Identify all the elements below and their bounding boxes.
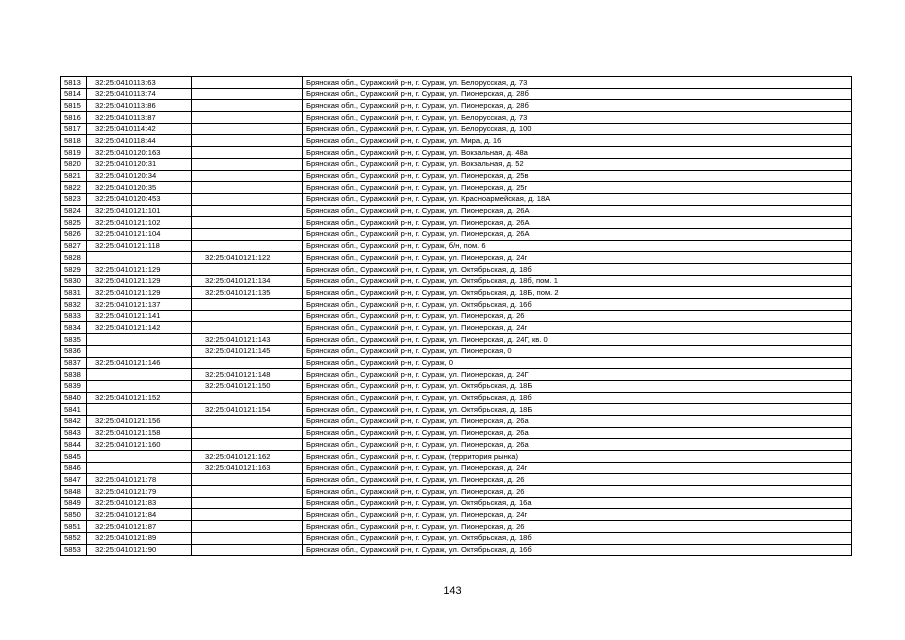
related-cadastral-number-cell: [192, 532, 303, 544]
row-number-cell: 5842: [61, 415, 87, 427]
address-cell: Брянская обл., Суражский р-н, г. Сураж, ул. Пионерская, д. 25в: [303, 170, 852, 182]
cadastral-number-cell: [87, 369, 192, 381]
related-cadastral-number-cell: [192, 100, 303, 112]
address-cell: Брянская обл., Суражский р-н, г. Сураж, ул. Октябрьская, д. 16б: [303, 544, 852, 556]
related-cadastral-number-cell: [192, 123, 303, 135]
cadastral-number-cell: 32:25:0410121:160: [87, 439, 192, 451]
cadastral-number-cell: 32:25:0410121:129: [87, 275, 192, 287]
cadastral-number-cell: 32:25:0410121:129: [87, 287, 192, 299]
address-cell: Брянская обл., Суражский р-н, г. Сураж, ул. Вокзальная, д. 52: [303, 158, 852, 170]
related-cadastral-number-cell: [192, 415, 303, 427]
related-cadastral-number-cell: 32:25:0410121:148: [192, 369, 303, 381]
row-number-cell: 5814: [61, 88, 87, 100]
related-cadastral-number-cell: [192, 182, 303, 194]
row-number-cell: 5818: [61, 135, 87, 147]
address-cell: Брянская обл., Суражский р-н, г. Сураж, б/н, пом. 6: [303, 240, 852, 252]
cadastral-number-cell: 32:25:0410121:152: [87, 392, 192, 404]
cadastral-number-cell: 32:25:0410121:87: [87, 521, 192, 533]
row-number-cell: 5834: [61, 322, 87, 334]
related-cadastral-number-cell: [192, 193, 303, 205]
address-cell: Брянская обл., Суражский р-н, г. Сураж, ул. Пионерская, д. 26а: [303, 427, 852, 439]
address-cell: Брянская обл., Суражский р-н, г. Сураж, ул. Пионерская, 0: [303, 345, 852, 357]
cadastral-number-cell: 32:25:0410114:42: [87, 123, 192, 135]
row-number-cell: 5822: [61, 182, 87, 194]
address-cell: Брянская обл., Суражский р-н, г. Сураж, ул. Октябрьская, д. 18б: [303, 264, 852, 276]
table-row: [61, 100, 852, 112]
row-number-cell: 5853: [61, 544, 87, 556]
address-cell: Брянская обл., Суражский р-н, г. Сураж, ул. Пионерская, д. 26: [303, 521, 852, 533]
address-cell: Брянская обл., Суражский р-н, г. Сураж, ул. Октябрьская, д. 16а: [303, 497, 852, 509]
table-row: [61, 404, 852, 416]
related-cadastral-number-cell: [192, 88, 303, 100]
address-cell: Брянская обл., Суражский р-н, г. Сураж, ул. Красноармейская, д. 18А: [303, 193, 852, 205]
related-cadastral-number-cell: [192, 439, 303, 451]
cadastral-number-cell: 32:25:0410121:84: [87, 509, 192, 521]
table-row: [61, 462, 852, 474]
row-number-cell: 5826: [61, 228, 87, 240]
related-cadastral-number-cell: [192, 228, 303, 240]
cadastral-number-cell: 32:25:0410120:31: [87, 158, 192, 170]
table-row: [61, 264, 852, 276]
cadastral-number-cell: [87, 404, 192, 416]
address-cell: Брянская обл., Суражский р-н, г. Сураж, ул. Вокзальная, д. 48а: [303, 147, 852, 159]
table-row: [61, 357, 852, 369]
row-number-cell: 5827: [61, 240, 87, 252]
address-cell: Брянская обл., Суражский р-н, г. Сураж, ул. Пионерская, д. 28б: [303, 88, 852, 100]
row-number-cell: 5831: [61, 287, 87, 299]
table-row: [61, 345, 852, 357]
table-row: [61, 88, 852, 100]
cadastral-number-cell: 32:25:0410121:78: [87, 474, 192, 486]
related-cadastral-number-cell: [192, 357, 303, 369]
cadastral-number-cell: 32:25:0410121:90: [87, 544, 192, 556]
address-cell: Брянская обл., Суражский р-н, г. Сураж, ул. Пионерская, д. 24г: [303, 252, 852, 264]
cadastral-number-cell: 32:25:0410121:137: [87, 299, 192, 311]
cadastral-number-cell: 32:25:0410120:35: [87, 182, 192, 194]
table-row: [61, 451, 852, 463]
cadastral-number-cell: 32:25:0410121:158: [87, 427, 192, 439]
row-number-cell: 5813: [61, 77, 87, 89]
row-number-cell: 5824: [61, 205, 87, 217]
row-number-cell: 5815: [61, 100, 87, 112]
related-cadastral-number-cell: [192, 77, 303, 89]
row-number-cell: 5843: [61, 427, 87, 439]
row-number-cell: 5836: [61, 345, 87, 357]
row-number-cell: 5850: [61, 509, 87, 521]
address-cell: Брянская обл., Суражский р-н, г. Сураж, ул. Пионерская, д. 26: [303, 310, 852, 322]
address-cell: Брянская обл., Суражский р-н, г. Сураж, ул. Мира, д. 16: [303, 135, 852, 147]
cadastral-number-cell: 32:25:0410121:129: [87, 264, 192, 276]
related-cadastral-number-cell: [192, 544, 303, 556]
address-cell: Брянская обл., Суражский р-н, г. Сураж, 0: [303, 357, 852, 369]
table-row: [61, 544, 852, 556]
cadastral-number-cell: 32:25:0410120:163: [87, 147, 192, 159]
address-cell: Брянская обл., Суражский р-н, г. Сураж, ул. Белорусская, д. 73: [303, 112, 852, 124]
cadastral-number-cell: 32:25:0410121:102: [87, 217, 192, 229]
address-cell: Брянская обл., Суражский р-н, г. Сураж, ул. Пионерская, д. 24Г, кв. 0: [303, 334, 852, 346]
row-number-cell: 5823: [61, 193, 87, 205]
related-cadastral-number-cell: [192, 427, 303, 439]
cadastral-number-cell: 32:25:0410118:44: [87, 135, 192, 147]
row-number-cell: 5851: [61, 521, 87, 533]
cadastral-number-cell: 32:25:0410113:63: [87, 77, 192, 89]
related-cadastral-number-cell: [192, 497, 303, 509]
cadastral-number-cell: 32:25:0410113:87: [87, 112, 192, 124]
row-number-cell: 5825: [61, 217, 87, 229]
address-cell: Брянская обл., Суражский р-н, г. Сураж, ул. Октябрьская, д. 18б: [303, 392, 852, 404]
cadastral-number-cell: 32:25:0410121:89: [87, 532, 192, 544]
related-cadastral-number-cell: [192, 147, 303, 159]
row-number-cell: 5835: [61, 334, 87, 346]
related-cadastral-number-cell: 32:25:0410121:135: [192, 287, 303, 299]
row-number-cell: 5820: [61, 158, 87, 170]
row-number-cell: 5819: [61, 147, 87, 159]
row-number-cell: 5829: [61, 264, 87, 276]
related-cadastral-number-cell: [192, 486, 303, 498]
table-row: [61, 77, 852, 89]
related-cadastral-number-cell: 32:25:0410121:150: [192, 380, 303, 392]
related-cadastral-number-cell: [192, 322, 303, 334]
address-cell: Брянская обл., Суражский р-н, г. Сураж, ул. Пионерская, д. 26А: [303, 228, 852, 240]
row-number-cell: 5830: [61, 275, 87, 287]
cadastral-number-cell: 32:25:0410121:79: [87, 486, 192, 498]
table-row: [61, 486, 852, 498]
address-cell: Брянская обл., Суражский р-н, г. Сураж, ул. Пионерская, д. 24г: [303, 322, 852, 334]
table-row: [61, 532, 852, 544]
address-cell: Брянская обл., Суражский р-н, г. Сураж, ул. Пионерская, д. 24г: [303, 509, 852, 521]
table-row: [61, 322, 852, 334]
table-row: [61, 123, 852, 135]
address-cell: Брянская обл., Суражский р-н, г. Сураж, ул. Пионерская, д. 28б: [303, 100, 852, 112]
address-cell: Брянская обл., Суражский р-н, г. Сураж, ул. Октябрьская, д. 18Б, пом. 2: [303, 287, 852, 299]
address-cell: Брянская обл., Суражский р-н, г. Сураж, ул. Пионерская, д. 26а: [303, 415, 852, 427]
address-cell: Брянская обл., Суражский р-н, г. Сураж, ул. Октябрьская, д. 18б, пом. 1: [303, 275, 852, 287]
table-row: [61, 205, 852, 217]
row-number-cell: 5852: [61, 532, 87, 544]
related-cadastral-number-cell: 32:25:0410121:162: [192, 451, 303, 463]
cadastral-number-cell: [87, 380, 192, 392]
related-cadastral-number-cell: [192, 310, 303, 322]
address-cell: Брянская обл., Суражский р-н, г. Сураж, ул. Пионерская, д. 24г: [303, 462, 852, 474]
cadastral-number-cell: 32:25:0410121:146: [87, 357, 192, 369]
related-cadastral-number-cell: [192, 112, 303, 124]
row-number-cell: 5839: [61, 380, 87, 392]
table-row: [61, 112, 852, 124]
address-cell: Брянская обл., Суражский р-н, г. Сураж, ул. Пионерская, д. 26: [303, 474, 852, 486]
table-row: [61, 228, 852, 240]
cadastral-number-cell: 32:25:0410121:156: [87, 415, 192, 427]
address-cell: Брянская обл., Суражский р-н, г. Сураж, ул. Пионерская, д. 26А: [303, 217, 852, 229]
table-row: [61, 369, 852, 381]
related-cadastral-number-cell: [192, 135, 303, 147]
address-cell: Брянская обл., Суражский р-н, г. Сураж, ул. Октябрьская, д. 18б: [303, 532, 852, 544]
address-cell: Брянская обл., Суражский р-н, г. Сураж, ул. Октябрьская, д. 18Б: [303, 380, 852, 392]
table-row: [61, 240, 852, 252]
table-row: [61, 287, 852, 299]
address-cell: Брянская обл., Суражский р-н, г. Сураж, ул. Белорусская, д. 100: [303, 123, 852, 135]
cadastral-number-cell: [87, 462, 192, 474]
cadastral-number-cell: 32:25:0410113:74: [87, 88, 192, 100]
table-row: [61, 158, 852, 170]
row-number-cell: 5845: [61, 451, 87, 463]
row-number-cell: 5841: [61, 404, 87, 416]
related-cadastral-number-cell: 32:25:0410121:154: [192, 404, 303, 416]
table-row: [61, 217, 852, 229]
address-cell: Брянская обл., Суражский р-н, г. Сураж, ул. Пионерская, д. 26а: [303, 439, 852, 451]
cadastral-number-cell: 32:25:0410121:104: [87, 228, 192, 240]
table-row: [61, 310, 852, 322]
cadastral-number-cell: 32:25:0410113:86: [87, 100, 192, 112]
table-row: [61, 170, 852, 182]
table-row: [61, 299, 852, 311]
address-cell: Брянская обл., Суражский р-н, г. Сураж, ул. Пионерская, д. 26А: [303, 205, 852, 217]
table-row: [61, 380, 852, 392]
related-cadastral-number-cell: 32:25:0410121:122: [192, 252, 303, 264]
related-cadastral-number-cell: 32:25:0410121:143: [192, 334, 303, 346]
address-cell: Брянская обл., Суражский р-н, г. Сураж, ул. Пионерская, д. 26: [303, 486, 852, 498]
address-cell: Брянская обл., Суражский р-н, г. Сураж, ул. Пионерская, д. 24Г: [303, 369, 852, 381]
cadastral-number-cell: [87, 451, 192, 463]
related-cadastral-number-cell: [192, 158, 303, 170]
table-row: [61, 474, 852, 486]
cadastral-number-cell: [87, 252, 192, 264]
cadastral-number-cell: [87, 334, 192, 346]
table-row: [61, 509, 852, 521]
row-number-cell: 5846: [61, 462, 87, 474]
table-row: [61, 252, 852, 264]
row-number-cell: 5816: [61, 112, 87, 124]
cadastral-number-cell: 32:25:0410120:453: [87, 193, 192, 205]
related-cadastral-number-cell: 32:25:0410121:145: [192, 345, 303, 357]
table-row: [61, 135, 852, 147]
table-row: [61, 427, 852, 439]
row-number-cell: 5832: [61, 299, 87, 311]
related-cadastral-number-cell: [192, 509, 303, 521]
related-cadastral-number-cell: 32:25:0410121:163: [192, 462, 303, 474]
cadastral-number-cell: 32:25:0410121:118: [87, 240, 192, 252]
related-cadastral-number-cell: [192, 392, 303, 404]
table-row: [61, 334, 852, 346]
cadastral-number-cell: 32:25:0410121:142: [87, 322, 192, 334]
table-row: [61, 521, 852, 533]
address-cell: Брянская обл., Суражский р-н, г. Сураж, ул. Октябрьская, д. 16б: [303, 299, 852, 311]
row-number-cell: 5821: [61, 170, 87, 182]
table-row: [61, 193, 852, 205]
related-cadastral-number-cell: [192, 299, 303, 311]
related-cadastral-number-cell: [192, 170, 303, 182]
address-cell: Брянская обл., Суражский р-н, г. Сураж, (территория рынка): [303, 451, 852, 463]
table-row: [61, 275, 852, 287]
cadastral-number-cell: [87, 345, 192, 357]
table-row: [61, 439, 852, 451]
row-number-cell: 5837: [61, 357, 87, 369]
table-row: [61, 497, 852, 509]
row-number-cell: 5840: [61, 392, 87, 404]
related-cadastral-number-cell: [192, 474, 303, 486]
cadastral-number-cell: 32:25:0410121:83: [87, 497, 192, 509]
row-number-cell: 5847: [61, 474, 87, 486]
related-cadastral-number-cell: [192, 205, 303, 217]
address-cell: Брянская обл., Суражский р-н, г. Сураж, ул. Октябрьская, д. 18Б: [303, 404, 852, 416]
row-number-cell: 5817: [61, 123, 87, 135]
page-number: 143: [443, 585, 462, 597]
row-number-cell: 5844: [61, 439, 87, 451]
table-row: [61, 182, 852, 194]
row-number-cell: 5828: [61, 252, 87, 264]
table-row: [61, 147, 852, 159]
row-number-cell: 5833: [61, 310, 87, 322]
property-table: [60, 76, 852, 556]
related-cadastral-number-cell: 32:25:0410121:134: [192, 275, 303, 287]
table-body: [61, 77, 852, 556]
table-row: [61, 392, 852, 404]
cadastral-number-cell: 32:25:0410121:141: [87, 310, 192, 322]
address-cell: Брянская обл., Суражский р-н, г. Сураж, ул. Пионерская, д. 25г: [303, 182, 852, 194]
row-number-cell: 5849: [61, 497, 87, 509]
cadastral-number-cell: 32:25:0410121:101: [87, 205, 192, 217]
cadastral-number-cell: 32:25:0410120:34: [87, 170, 192, 182]
related-cadastral-number-cell: [192, 217, 303, 229]
related-cadastral-number-cell: [192, 240, 303, 252]
table-row: [61, 415, 852, 427]
related-cadastral-number-cell: [192, 521, 303, 533]
related-cadastral-number-cell: [192, 264, 303, 276]
address-cell: Брянская обл., Суражский р-н, г. Сураж, ул. Белорусская, д. 73: [303, 77, 852, 89]
row-number-cell: 5848: [61, 486, 87, 498]
row-number-cell: 5838: [61, 369, 87, 381]
